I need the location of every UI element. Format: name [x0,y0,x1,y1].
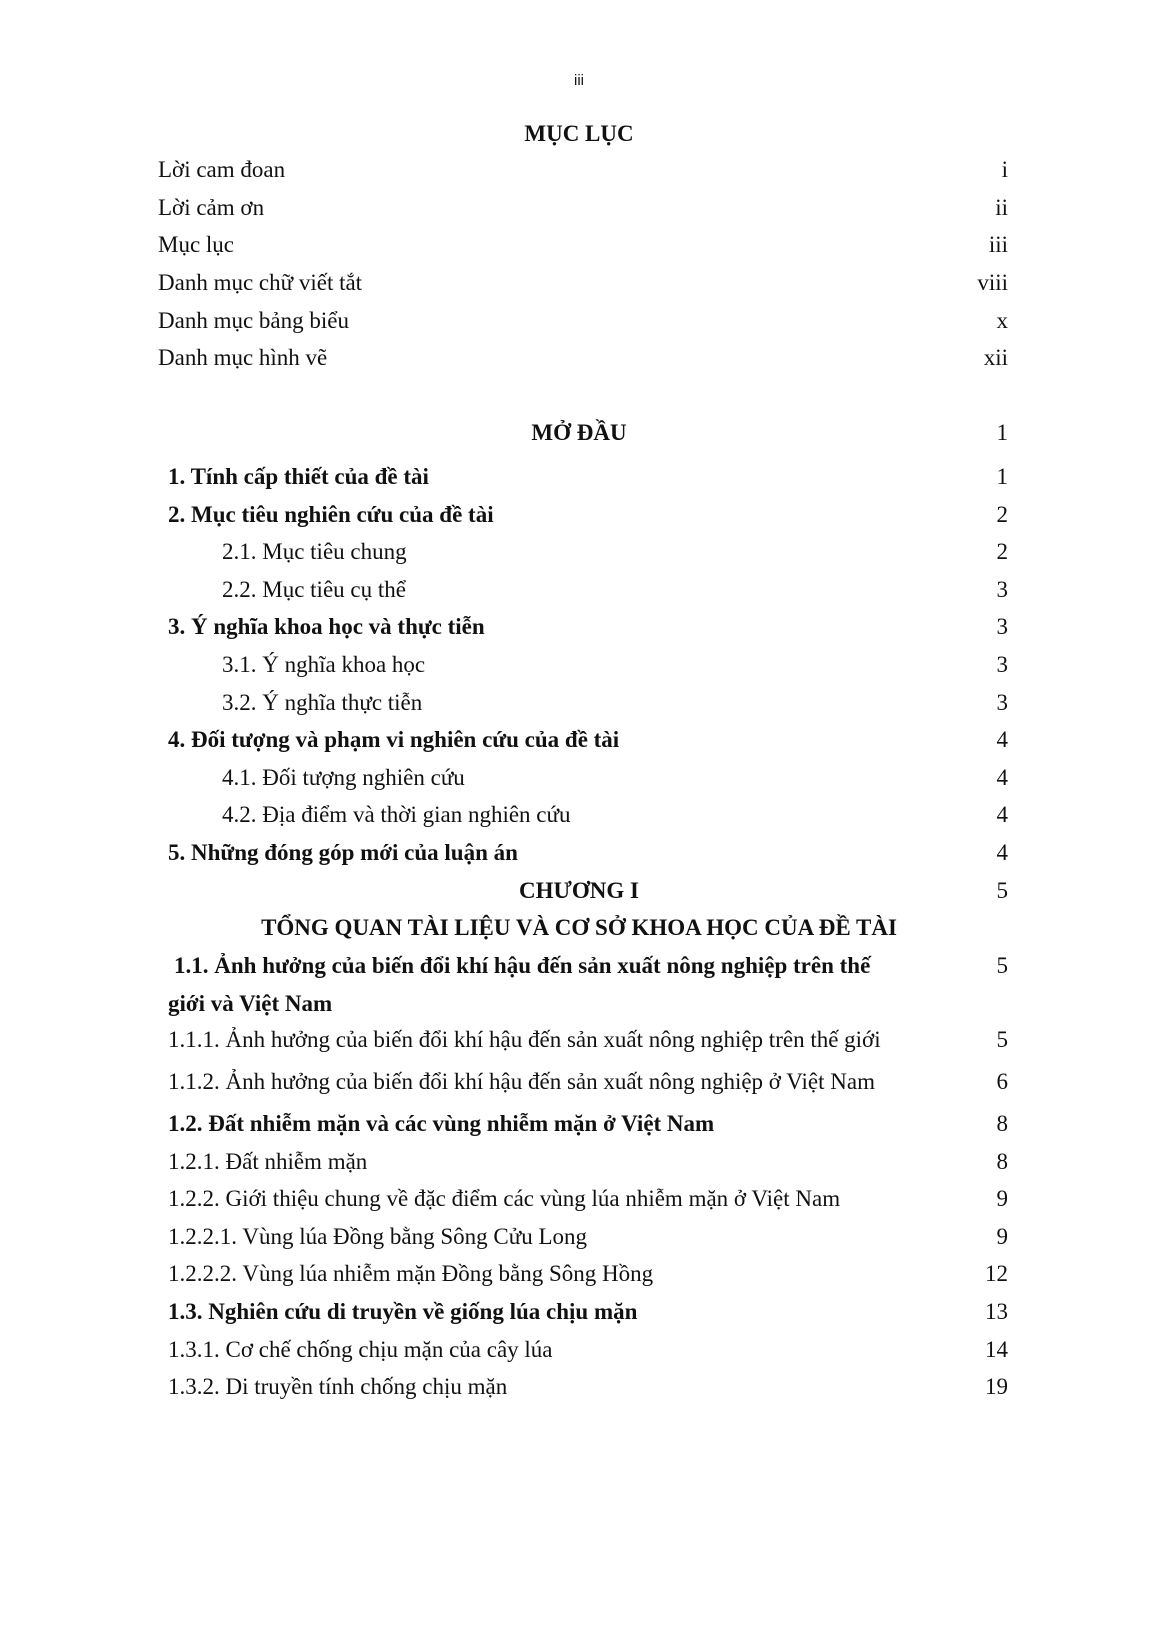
toc-entry-page-row [0,951,1158,981]
toc-entry-page: iii [988,232,1008,257]
toc-entry-text: 4. Đối tượng và phạm vi nghiên cứu của đề tài [168,727,620,752]
toc-entry-page: 1 [996,420,1008,445]
toc-entry[interactable] [0,725,1158,755]
toc-entry[interactable] [0,650,1158,680]
toc-entry-page: 5 [996,953,1008,978]
toc-entry[interactable] [0,500,1158,530]
toc-entry[interactable] [0,688,1158,718]
toc-heading-text: MỞ ĐẦU [531,420,627,445]
toc-entry[interactable] [0,1297,1158,1327]
toc-entry-text: 1.1.2. Ảnh hưởng của biến đổi khí hậu đến sản xuất nông nghiệp ở Việt Nam [168,1069,875,1094]
toc-entry-page: 5 [996,1027,1008,1052]
toc-entry[interactable] [0,1109,1158,1139]
toc-entry[interactable] [0,1259,1158,1289]
toc-entry-text: 2. Mục tiêu nghiên cứu của đề tài [168,502,494,527]
toc-entry-text: 1.3. Nghiên cứu di truyền về giống lúa chịu mặn [168,1299,638,1324]
toc-entry-text: Lời cảm ơn [158,195,265,220]
toc-entry-page: 4 [996,802,1008,827]
toc-entry-page: 2 [996,539,1008,564]
toc-entry-text: Danh mục hình vẽ [158,345,328,370]
toc-entry-text: Danh mục bảng biểu [158,308,349,333]
toc-entry-page: 4 [996,840,1008,865]
toc-heading-text: CHƯƠNG I [519,878,639,903]
toc-entry-page: 3 [996,652,1008,677]
toc-title-row [0,119,1158,149]
toc-chapter-subtitle [0,913,1158,943]
toc-entry[interactable] [0,1147,1158,1177]
toc-entry[interactable] [0,230,1158,260]
toc-entry-text: 1.2. Đất nhiễm mặn và các vùng nhiễm mặn ở Việt Nam [168,1111,715,1136]
toc-entry[interactable] [0,838,1158,868]
toc-entry-page: 19 [985,1374,1008,1399]
toc-entry[interactable] [0,1372,1158,1402]
toc-entry-text: 4.2. Địa điểm và thời gian nghiên cứu [222,802,571,827]
toc-heading-text: TỔNG QUAN TÀI LIỆU VÀ CƠ SỞ KHOA HỌC CỦA ĐỀ TÀI [261,915,897,940]
toc-entry-page: 3 [996,614,1008,639]
toc-entry-text: 1.3.1. Cơ chế chống chịu mặn của cây lúa [168,1337,553,1362]
toc-entry-page: 5 [996,878,1008,903]
toc-entry-page: 14 [985,1337,1008,1362]
toc-entry-page: 9 [996,1224,1008,1249]
toc-entry[interactable] [0,575,1158,605]
toc-entry-text: Danh mục chữ viết tắt [158,270,363,295]
toc-entry-text: 3. Ý nghĩa khoa học và thực tiễn [168,614,485,639]
toc-entry-text: 5. Những đóng góp mới của luận án [168,840,518,865]
toc-entry-page: 6 [996,1069,1008,1094]
toc-chapter-heading[interactable] [0,876,1158,906]
toc-entry-page: 9 [996,1186,1008,1211]
toc-entry-page: viii [977,270,1008,295]
toc-entry-text: 4.1. Đối tượng nghiên cứu [222,765,465,790]
toc-entry[interactable] [0,1025,1158,1055]
toc-entry-text: 1.2.2.2. Vùng lúa nhiễm mặn Đồng bằng Sông Hồng [168,1261,654,1286]
toc-entry[interactable] [0,1067,1158,1097]
toc-entry-page: 1 [996,464,1008,489]
toc-entry[interactable] [0,155,1158,185]
toc-entry-page: 8 [996,1111,1008,1136]
toc-entry[interactable] [0,306,1158,336]
toc-entry-text: 1.2.2.1. Vùng lúa Đồng bằng Sông Cửu Long [168,1224,588,1249]
toc-entry[interactable] [0,800,1158,830]
toc-entry[interactable] [0,343,1158,373]
toc-entry-text: 2.2. Mục tiêu cụ thể [222,577,406,602]
toc-entry[interactable] [0,537,1158,567]
toc-entry-page: 4 [996,727,1008,752]
toc-entry[interactable] [0,1184,1158,1214]
toc-entry-page: ii [995,195,1008,220]
toc-entry-text-line1: 1.1. Ảnh hưởng của biến đổi khí hậu đến sản xuất nông nghiệp trên thế [174,953,871,978]
toc-entry-page: 13 [985,1299,1008,1324]
toc-entry-page: 8 [996,1149,1008,1174]
toc-entry[interactable] [0,612,1158,642]
toc-entry-page: x [996,308,1008,333]
page-number: iii [574,72,584,89]
toc-entry-text: 2.1. Mục tiêu chung [222,539,407,564]
toc-entry-page: 2 [996,502,1008,527]
toc-entry-text: 1.3.2. Di truyền tính chống chịu mặn [168,1374,508,1399]
toc-title: MỤC LỤC [524,121,634,146]
toc-entry-text: 1.2.2. Giới thiệu chung về đặc điểm các vùng lúa nhiễm mặn ở Việt Nam [168,1186,841,1211]
toc-entry[interactable] [0,268,1158,298]
toc-entry-text: 3.1. Ý nghĩa khoa học [222,652,426,677]
toc-entry[interactable] [0,193,1158,223]
toc-entry[interactable] [0,1222,1158,1252]
toc-entry-page: 4 [996,765,1008,790]
toc-entry-page: xii [983,345,1008,370]
toc-entry[interactable] [0,763,1158,793]
toc-entry-text: 1. Tính cấp thiết của đề tài [168,464,429,489]
toc-entry-page: 3 [996,690,1008,715]
toc-entry[interactable] [0,1335,1158,1365]
toc-entry-text-line2: giới và Việt Nam [168,991,333,1016]
toc-entry-text: 1.1.1. Ảnh hưởng của biến đổi khí hậu đến sản xuất nông nghiệp trên thế giới [168,1027,881,1052]
toc-entry[interactable] [0,462,1158,492]
toc-section-heading[interactable] [0,418,1158,448]
toc-entry-page: 12 [985,1261,1008,1286]
toc-entry-text: 3.2. Ý nghĩa thực tiễn [222,690,423,715]
toc-entry-text: Lời cam đoan [158,157,286,182]
toc-entry-page: i [1001,157,1008,182]
toc-entry-text: 1.2.1. Đất nhiễm mặn [168,1149,368,1174]
toc-entry-text: Mục lục [158,232,235,257]
toc-entry-page: 3 [996,577,1008,602]
